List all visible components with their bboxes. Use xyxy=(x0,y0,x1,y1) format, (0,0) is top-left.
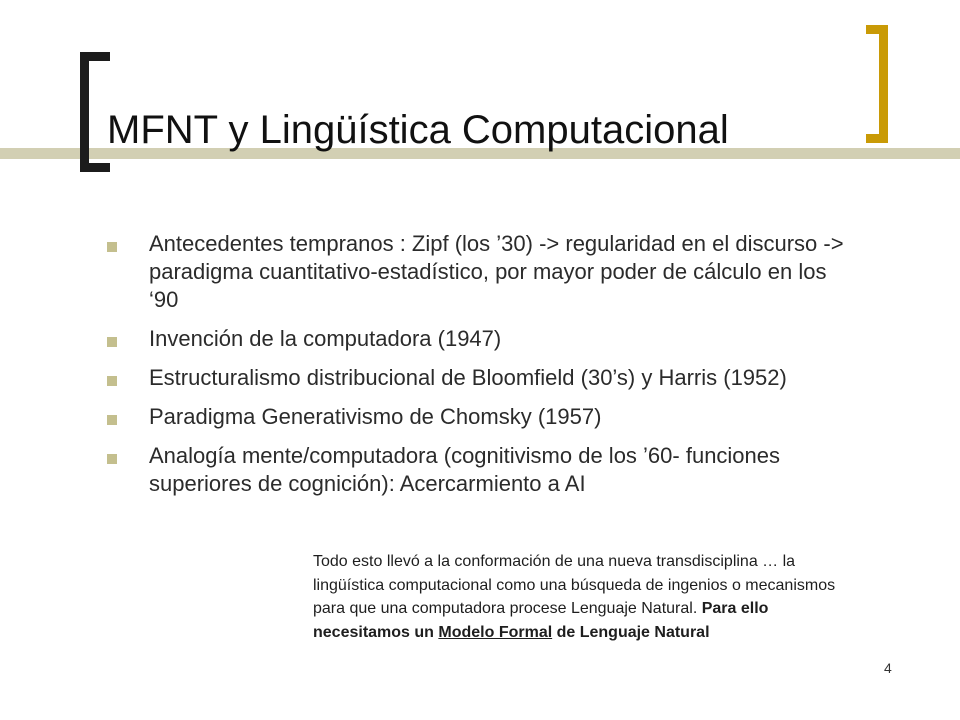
slide-title: MFNT y Lingüística Computacional xyxy=(107,108,729,152)
square-bullet-icon xyxy=(107,454,117,464)
left-bracket-decoration xyxy=(80,52,110,172)
bullet-item xyxy=(105,325,850,353)
square-bullet-icon xyxy=(107,242,117,252)
square-bullet-icon xyxy=(107,376,117,386)
note-bold-underlined: Modelo Formal xyxy=(438,623,553,641)
square-bullet-icon xyxy=(107,337,117,347)
bullet-text: Antecedentes tempranos : Zipf (los ’30) -> regularidad en el discurso -> paradigma cuantitativo-estadístico, por mayor poder de cálculo en los ‘90 xyxy=(149,231,844,312)
bullet-item xyxy=(105,364,850,392)
bullet-text: Estructuralismo distribucional de Bloomfield (30’s) y Harris (1952) xyxy=(149,365,787,390)
bullet-text: Analogía mente/computadora (cognitivismo de los ’60- funciones superiores de cognición): Acercarmiento a AI xyxy=(149,443,781,496)
page-number: 4 xyxy=(884,660,892,676)
right-bracket-decoration xyxy=(866,25,888,143)
note-bold-tail: de Lenguaje Natural xyxy=(552,623,710,641)
bullet-item xyxy=(105,442,850,498)
square-bullet-icon xyxy=(107,415,117,425)
bullet-item xyxy=(105,230,850,314)
bullet-text: Invención de la computadora (1947) xyxy=(149,326,502,351)
note-bold-lead: Para ello necesitamos un xyxy=(313,600,769,641)
note-paragraph xyxy=(313,550,853,644)
bullet-list xyxy=(105,230,850,509)
bullet-item xyxy=(105,403,850,431)
bullet-text: Paradigma Generativismo de Chomsky (1957) xyxy=(149,404,602,429)
note-plain-text: Todo esto llevó a la conformación de una nueva transdisciplina … la lingüística computacional como una búsqueda de ingenios o mecanismos para que una computadora procese Lenguaje Natural. xyxy=(313,553,836,617)
